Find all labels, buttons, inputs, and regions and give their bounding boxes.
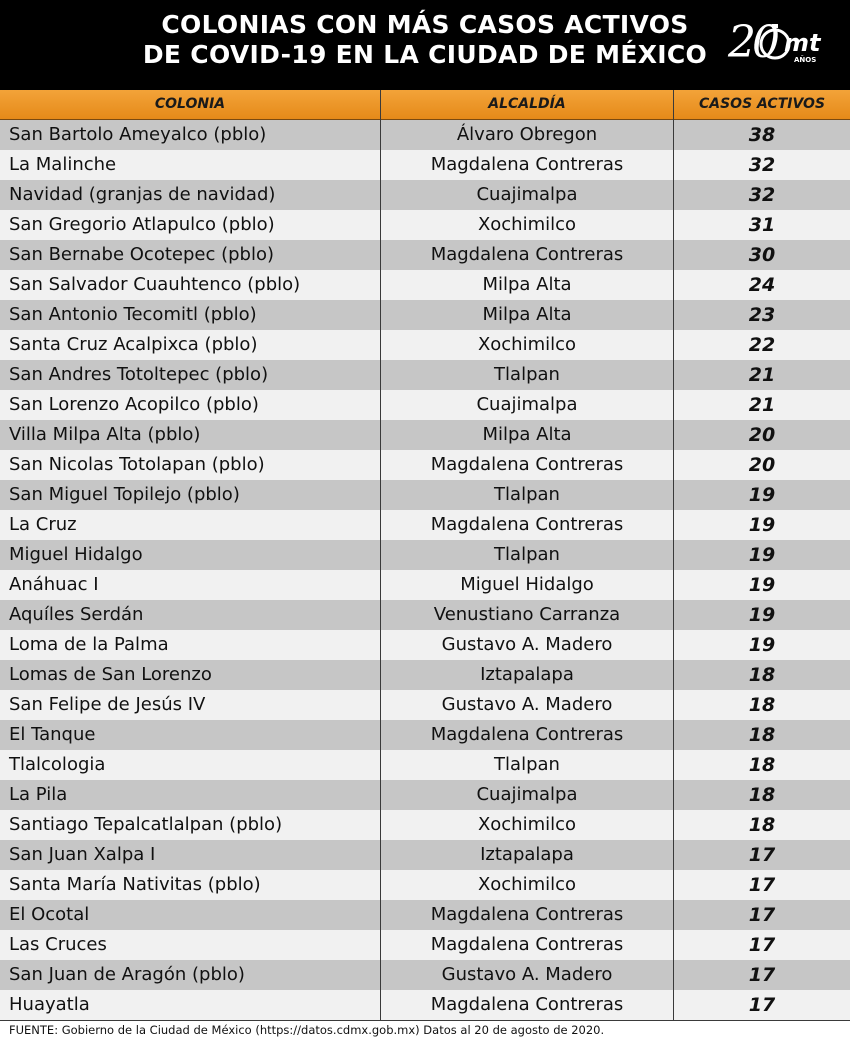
cell-colonia: Huayatla [9, 994, 90, 1015]
cell-alcaldia: Magdalena Contreras [430, 454, 624, 475]
table-row [0, 900, 850, 930]
source-note: FUENTE: Gobierno de la Ciudad de México (https://datos.cdmx.gob.mx) Datos al 20 de agosto de 2020. [9, 1023, 605, 1037]
table-row [0, 780, 850, 810]
cell-colonia: San Bartolo Ameyalco (pblo) [9, 124, 267, 145]
cell-colonia: Aquíles Serdán [9, 604, 144, 625]
cell-casos-activos: 20 [748, 424, 776, 446]
table-row [0, 210, 850, 240]
cell-casos-activos: 19 [748, 544, 776, 566]
header-bar [0, 0, 850, 90]
cell-casos-activos: 19 [748, 514, 776, 536]
cell-alcaldia: Tlalpan [494, 754, 560, 775]
cell-alcaldia: Gustavo A. Madero [441, 694, 613, 715]
table-row [0, 810, 850, 840]
cell-alcaldia: Tlalpan [494, 364, 560, 385]
cell-colonia: San Juan Xalpa I [9, 844, 156, 865]
cell-casos-activos: 21 [748, 364, 776, 386]
table-row [0, 960, 850, 990]
table-row [0, 360, 850, 390]
cell-colonia: La Pila [9, 784, 68, 805]
cell-alcaldia: Tlalpan [494, 544, 560, 565]
cell-colonia: Lomas de San Lorenzo [9, 664, 212, 685]
logo-number: 20 [728, 17, 776, 68]
page-title [0, 10, 850, 70]
cell-casos-activos: 19 [748, 634, 776, 656]
cell-alcaldia: Miguel Hidalgo [460, 574, 594, 595]
cell-casos-activos: 21 [748, 394, 776, 416]
cell-colonia: Loma de la Palma [9, 634, 169, 655]
cell-colonia: San Andres Totoltepec (pblo) [9, 364, 269, 385]
cell-colonia: San Nicolas Totolapan (pblo) [9, 454, 265, 475]
cell-colonia: Santa Cruz Acalpixca (pblo) [9, 334, 258, 355]
cell-casos-activos: 17 [748, 844, 776, 866]
table-row [0, 150, 850, 180]
cell-casos-activos: 18 [748, 694, 776, 716]
cell-colonia: San Antonio Tecomitl (pblo) [9, 304, 257, 325]
cell-alcaldia: Cuajimalpa [476, 184, 578, 205]
title-line-2: DE COVID-19 EN LA CIUDAD DE MÉXICO [142, 40, 708, 69]
cell-alcaldia: Iztapalapa [480, 664, 574, 685]
logo-sub: AÑOS [794, 56, 817, 64]
cell-colonia: Las Cruces [9, 934, 107, 955]
cell-alcaldia: Gustavo A. Madero [441, 964, 613, 985]
cell-casos-activos: 18 [748, 664, 776, 686]
cell-casos-activos: 24 [748, 274, 776, 296]
cell-alcaldia: Xochimilco [477, 874, 577, 895]
cell-casos-activos: 22 [748, 334, 776, 356]
cell-alcaldia: Venustiano Carranza [433, 604, 621, 625]
cell-casos-activos: 30 [748, 244, 776, 266]
cell-colonia: Tlalcologia [9, 754, 106, 775]
cell-alcaldia: Magdalena Contreras [430, 994, 624, 1015]
cell-alcaldia: Cuajimalpa [476, 784, 578, 805]
table-row [0, 180, 850, 210]
table-row [0, 750, 850, 780]
cell-colonia: San Felipe de Jesús IV [9, 694, 206, 715]
cell-alcaldia: Magdalena Contreras [430, 154, 624, 175]
cell-colonia: San Lorenzo Acopilco (pblo) [9, 394, 259, 415]
cell-casos-activos: 19 [748, 484, 776, 506]
cell-colonia: La Malinche [9, 154, 117, 175]
column-header-colonia: COLONIA [154, 96, 226, 112]
cell-alcaldia: Iztapalapa [480, 844, 574, 865]
table-row [0, 660, 850, 690]
table-row [0, 600, 850, 630]
table-row [0, 720, 850, 750]
cell-casos-activos: 18 [748, 814, 776, 836]
cell-colonia: Villa Milpa Alta (pblo) [9, 424, 201, 445]
table-row [0, 840, 850, 870]
cell-alcaldia: Milpa Alta [482, 424, 572, 445]
cell-casos-activos: 19 [748, 574, 776, 596]
cell-casos-activos: 18 [748, 724, 776, 746]
cell-alcaldia: Milpa Alta [482, 304, 572, 325]
cell-casos-activos: 17 [748, 964, 776, 986]
cell-casos-activos: 32 [748, 154, 776, 176]
cell-alcaldia: Gustavo A. Madero [441, 634, 613, 655]
cell-casos-activos: 20 [748, 454, 776, 476]
cell-casos-activos: 19 [748, 604, 776, 626]
table-row [0, 330, 850, 360]
column-divider [673, 90, 674, 1020]
table-row [0, 570, 850, 600]
cell-colonia: Navidad (granjas de navidad) [9, 184, 276, 205]
table-row [0, 540, 850, 570]
table-row [0, 690, 850, 720]
cell-alcaldia: Milpa Alta [482, 274, 572, 295]
cell-alcaldia: Magdalena Contreras [430, 514, 624, 535]
cell-casos-activos: 17 [748, 934, 776, 956]
table-body [0, 120, 850, 1020]
cell-alcaldia: Magdalena Contreras [430, 724, 624, 745]
table-row [0, 930, 850, 960]
table-row [0, 300, 850, 330]
cell-alcaldia: Magdalena Contreras [430, 934, 624, 955]
cell-casos-activos: 17 [748, 994, 776, 1016]
cell-alcaldia: Álvaro Obregon [456, 124, 598, 145]
cell-alcaldia: Xochimilco [477, 214, 577, 235]
table-row [0, 630, 850, 660]
cell-colonia: El Ocotal [9, 904, 90, 925]
column-header-casos-activos: CASOS ACTIVOS [698, 96, 826, 112]
cell-casos-activos: 17 [748, 904, 776, 926]
cell-colonia: San Juan de Aragón (pblo) [9, 964, 245, 985]
cell-colonia: El Tanque [9, 724, 96, 745]
column-divider [380, 90, 381, 1020]
cell-casos-activos: 18 [748, 784, 776, 806]
cell-colonia: San Salvador Cuauhtenco (pblo) [9, 274, 301, 295]
table-row [0, 480, 850, 510]
table-row [0, 990, 850, 1020]
cell-casos-activos: 38 [748, 124, 776, 146]
table-row [0, 240, 850, 270]
cell-alcaldia: Xochimilco [477, 814, 577, 835]
cell-colonia: La Cruz [9, 514, 77, 535]
cell-colonia: Santiago Tepalcatlalpan (pblo) [9, 814, 283, 835]
cell-casos-activos: 23 [748, 304, 776, 326]
column-header-alcaldia: ALCALDÍA [488, 96, 566, 112]
cell-casos-activos: 31 [748, 214, 776, 236]
logo-brand: mt [784, 29, 821, 57]
cell-colonia: San Bernabe Ocotepec (pblo) [9, 244, 274, 265]
cell-alcaldia: Magdalena Contreras [430, 904, 624, 925]
cell-alcaldia: Cuajimalpa [476, 394, 578, 415]
cell-colonia: San Miguel Topilejo (pblo) [9, 484, 240, 505]
cell-casos-activos: 32 [748, 184, 776, 206]
cell-casos-activos: 18 [748, 754, 776, 776]
cell-colonia: Santa María Nativitas (pblo) [9, 874, 261, 895]
table-row [0, 270, 850, 300]
cell-colonia: Miguel Hidalgo [9, 544, 143, 565]
table-header [0, 90, 850, 120]
cell-alcaldia: Xochimilco [477, 334, 577, 355]
cell-alcaldia: Tlalpan [494, 484, 560, 505]
milenio-20-anos-logo [728, 14, 828, 74]
cell-colonia: Anáhuac I [9, 574, 99, 595]
table-row [0, 510, 850, 540]
cell-colonia: San Gregorio Atlapulco (pblo) [9, 214, 275, 235]
table-row [0, 420, 850, 450]
table-row [0, 120, 850, 150]
title-line-1: COLONIAS CON MÁS CASOS ACTIVOS [161, 10, 689, 39]
table-row [0, 870, 850, 900]
table-row [0, 450, 850, 480]
table-bottom-border [0, 1020, 850, 1021]
cell-alcaldia: Magdalena Contreras [430, 244, 624, 265]
table-row [0, 390, 850, 420]
cell-casos-activos: 17 [748, 874, 776, 896]
